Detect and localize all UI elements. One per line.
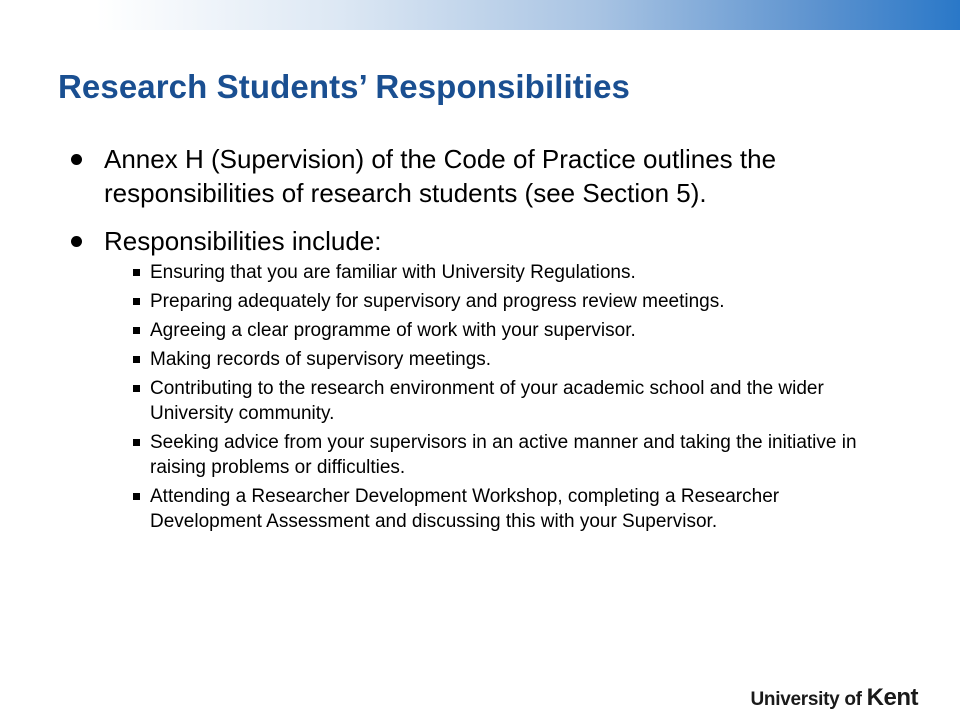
bullet-dot-icon xyxy=(71,236,82,247)
bullet-item xyxy=(70,142,890,210)
square-bullet-icon xyxy=(133,385,140,392)
square-bullet-icon xyxy=(133,356,140,363)
slide-title: Research Students’ Responsibilities xyxy=(58,68,631,105)
square-bullet-icon xyxy=(133,439,140,446)
sub-bullet-item xyxy=(70,430,890,480)
sub-bullet-item xyxy=(70,347,890,372)
sub-bullet-text: Agreeing a clear programme of work with your supervisor. xyxy=(150,320,636,341)
slide-content xyxy=(70,142,890,548)
square-bullet-icon xyxy=(133,269,140,276)
sub-bullet-item xyxy=(70,376,890,426)
bullet-list xyxy=(70,142,890,534)
logo-prefix: University of xyxy=(750,689,867,710)
square-bullet-icon xyxy=(133,298,140,305)
sub-bullet-text: Contributing to the research environment of your academic school and the wider University community. xyxy=(150,378,824,424)
sub-bullet-list xyxy=(104,260,890,534)
square-bullet-icon xyxy=(133,327,140,334)
bullet-text: Responsibilities include: xyxy=(104,226,382,256)
university-logo xyxy=(750,684,918,712)
sub-bullet-item xyxy=(70,289,890,314)
header-gradient-band xyxy=(0,0,960,30)
sub-bullet-text: Ensuring that you are familiar with University Regulations. xyxy=(150,262,636,283)
sub-bullet-text: Attending a Researcher Development Workshop, completing a Researcher Development Assessment and discussing this with your Supervisor. xyxy=(150,486,780,532)
bullet-dot-icon xyxy=(71,154,82,165)
sub-bullet-text: Seeking advice from your supervisors in an active manner and taking the initiative in raising problems or difficulties. xyxy=(150,432,857,478)
sub-bullet-text: Preparing adequately for supervisory and progress review meetings. xyxy=(150,291,725,312)
sub-bullet-item xyxy=(70,260,890,285)
bullet-item xyxy=(70,224,890,534)
square-bullet-icon xyxy=(133,493,140,500)
sub-bullet-item xyxy=(70,484,890,534)
sub-bullet-text: Making records of supervisory meetings. xyxy=(150,349,492,370)
sub-bullet-item xyxy=(70,318,890,343)
logo-name: Kent xyxy=(866,684,918,711)
bullet-text: Annex H (Supervision) of the Code of Practice outlines the responsibilities of research students (see Section 5). xyxy=(104,144,777,208)
